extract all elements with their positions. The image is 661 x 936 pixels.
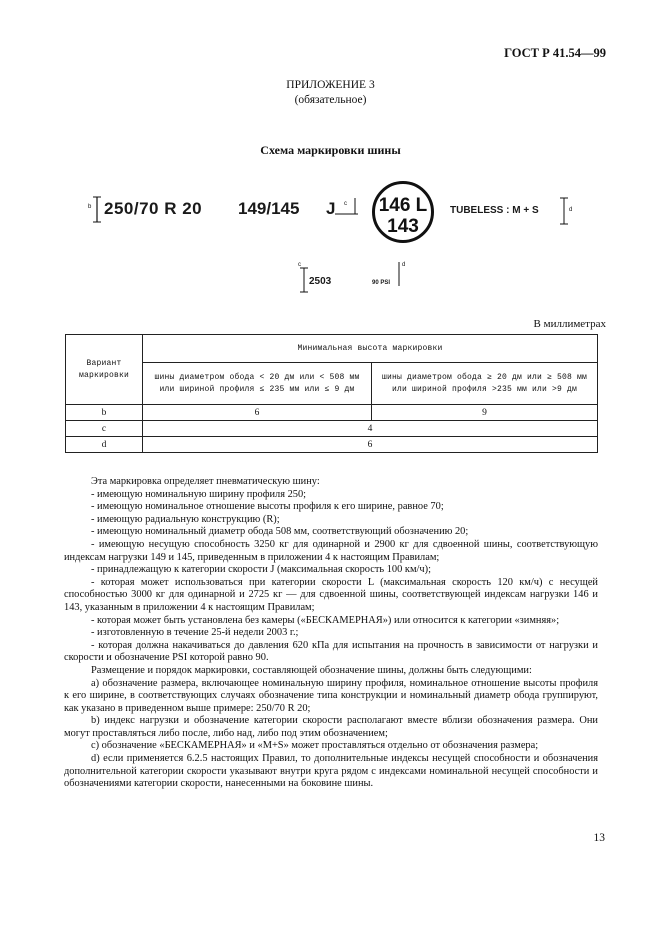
- dimension-label-d-tubeless: d: [569, 207, 573, 213]
- table-row: d 6: [66, 437, 598, 453]
- list-item: - которая может быть установлена без камеры («БЕСКАМЕРНАЯ») или относится к категории «зимняя»;: [91, 614, 560, 626]
- size-marking: 250/70 R 20: [104, 199, 203, 218]
- list-item: - которая должна накачиваться до давления 620 кПа для испытания на прочность в зависимости от нагрузки и скорости и обозначение PSI которой равно 90.: [64, 639, 598, 664]
- appendix-title: ПРИЛОЖЕНИЕ 3: [286, 79, 375, 91]
- list-item: - принадлежащую к категории скорости J (максимальная скорость 100 км/ч);: [91, 564, 432, 576]
- list-item: - имеющую радиальную конструкцию (R);: [91, 513, 280, 525]
- load-speed-index: 149/145: [238, 199, 300, 218]
- units-note: В миллиметрах: [533, 318, 606, 330]
- header-min-height: Минимальная высота маркировки: [143, 335, 598, 363]
- circle-top-text: 146 L: [378, 195, 428, 216]
- list-item: - имеющую номинальную ширину профиля 250;: [91, 488, 307, 500]
- paragraph-b: b) индекс нагрузки и обозначение категории скорости располагают вместе вблизи обозначения размера. Они могут проставляться либо после, либо над, либо под этим обозначением;: [64, 715, 598, 739]
- circle-bottom-text: 143: [387, 216, 419, 237]
- header-small-tyres: шины диаметром обода < 20 дм или < 508 мм или шириной профиля ≤ 235 мм или ≤ 9 дм: [143, 363, 372, 405]
- paragraph-c: c) обозначение «БЕСКАМЕРНАЯ» и «M+S» может проставляться отдельно от обозначения размера;: [91, 740, 539, 752]
- dimension-label-d-psi: d: [402, 262, 406, 268]
- dimension-label-b: b: [88, 204, 92, 210]
- list-item: - имеющую номинальное отношение высоты профиля к его ширине, равное 70;: [91, 501, 444, 513]
- paragraph-d: d) если применяется 6.2.5 настоящих Правил, то дополнительные индексы несущей способности и обозначения дополнительной категории скорости указывают внутри круга рядом с индексами номинальной несущей способности и обозначениями категории скорости, нанесенными на боковине шины.: [64, 753, 598, 790]
- marking-height-table: [65, 334, 598, 453]
- dimension-label-c-j: c: [344, 201, 347, 207]
- paragraph-a: a) обозначение размера, включающее номинальную ширину профиля, номинальное отношение высоты профиля к его ширине, в соответствующих случаях обозначение типа конструкции и номинальный диаметр обода группируют, как указано в приведенном выше примере: 250/70 R 20;: [64, 677, 598, 714]
- header-variant: Вариант маркировки: [66, 335, 143, 405]
- list-item: - имеющую номинальный диаметр обода 508 мм, соответствующий обозначению 20;: [91, 526, 469, 538]
- header-large-tyres: шины диаметром обода ≥ 20 дм или ≥ 508 мм или шириной профиля >235 мм или >9 дм: [372, 363, 598, 405]
- page-number: 13: [593, 832, 605, 844]
- document-header: ГОСТ Р 41.54—99: [504, 46, 606, 60]
- list-item: - изготовленную в течение 25-й недели 2003 г.;: [91, 627, 299, 639]
- body-text: [64, 476, 598, 791]
- appendix-note: (обязательное): [294, 94, 367, 106]
- tubeless-marking: TUBELESS : M + S: [450, 205, 539, 216]
- scheme-title: Схема маркировки шины: [260, 143, 401, 157]
- appendix-heading: [0, 78, 661, 108]
- speed-category-j: J: [326, 199, 336, 218]
- list-item: - которая может использоваться при категории скорости L (максимальная скорость 120 км/ч) с несущей способностью 3000 кг для одинарной и 2725 кг — для сдвоенной шины, соответствующей индексам нагрузки 146 и 143, указанным в приложении 4 к настоящим Правилам;: [64, 576, 598, 613]
- dimension-label-c-date: c: [298, 262, 301, 268]
- list-item: - имеющую несущую способность 3250 кг для одинарной и 2900 кг для сдвоенной шины, соответствующую индексам нагрузки 149 и 145, приведенным в приложении 4 к настоящим Правилам;: [64, 538, 598, 563]
- order-paragraph: Размещение и порядок маркировки, составляющей обозначение шины, должны быть следующими:: [91, 664, 532, 676]
- date-code: 2503: [309, 276, 332, 287]
- table-row: c 4: [66, 421, 598, 437]
- intro-paragraph: Эта маркировка определяет пневматическую шину:: [91, 476, 320, 487]
- psi-marking: 90 PSI: [372, 280, 391, 286]
- table-row: b 6 9: [66, 405, 598, 421]
